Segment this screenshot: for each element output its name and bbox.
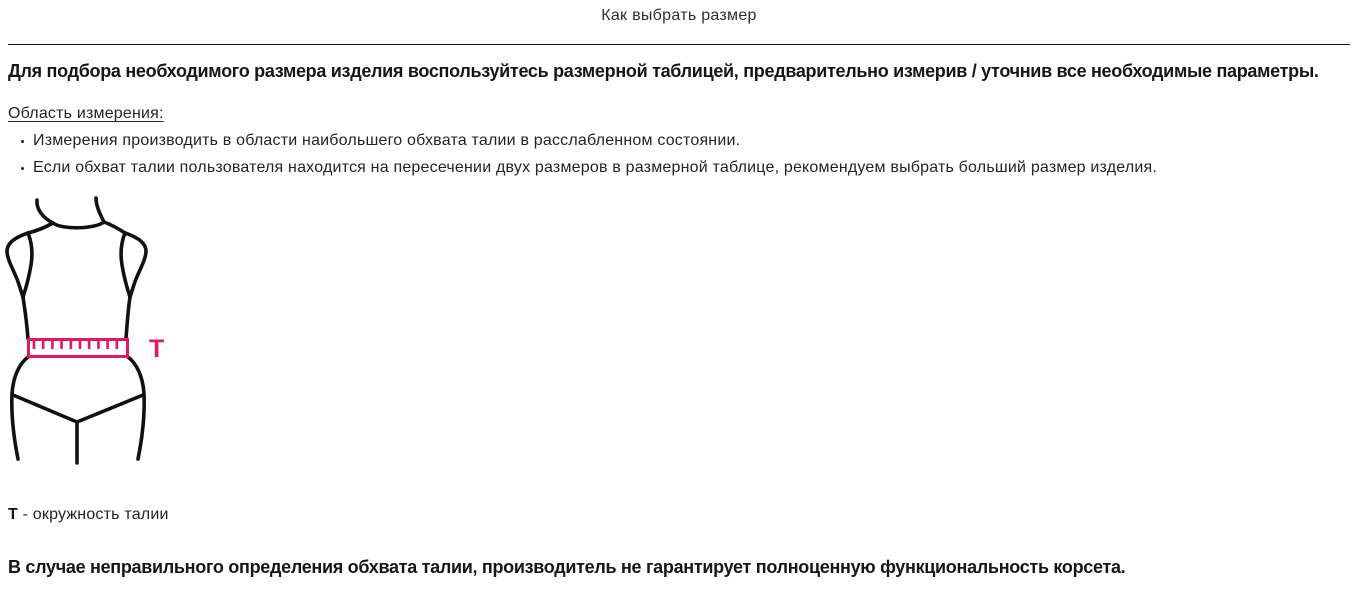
measuring-tape xyxy=(29,340,128,357)
torso-waist-measurement-diagram xyxy=(0,192,170,472)
list-item xyxy=(0,158,1358,178)
waist-measure-label: Т xyxy=(149,335,165,363)
arm-left-inner-line xyxy=(23,233,32,297)
shoulder-right-line xyxy=(104,222,125,233)
warning-paragraph: В случае неправильного определения обхвата талии, производитель не гарантирует полноценную функциональность корсета. xyxy=(8,557,1126,577)
shoulder-left-line xyxy=(28,223,53,233)
list-item-text: Если обхват талии пользователя находится на пересечении двух размеров в размерной таблице, рекомендуем выбрать больший размер изделия. xyxy=(33,159,1158,176)
neck-right-line xyxy=(96,198,104,222)
intro-paragraph: Для подбора необходимого размера изделия воспользуйтесь размерной таблицей, предварительно измерив / уточнив все необходимые параметры. xyxy=(8,61,1319,81)
waist-measurement-figure xyxy=(0,192,170,472)
list-item xyxy=(0,131,1358,151)
arm-right-inner-line xyxy=(121,233,130,297)
legend-text: - окружность талии xyxy=(17,506,169,523)
page-title: Как выбрать размер xyxy=(601,7,757,24)
bullet-icon xyxy=(21,167,24,170)
legend-caption xyxy=(0,505,1358,525)
neck-left-line xyxy=(37,200,53,223)
measurement-instructions-list xyxy=(0,131,1358,178)
measurement-area-heading: Область измерения: xyxy=(8,105,164,122)
legend-symbol: Т xyxy=(8,506,18,523)
bullet-icon xyxy=(21,140,24,143)
torso-right-line xyxy=(126,297,130,339)
collar-line xyxy=(53,222,104,228)
list-item-text: Измерения производить в области наибольшего обхвата талии в расслабленном состоянии. xyxy=(33,132,741,149)
hip-left-leg-line xyxy=(12,357,28,459)
divider xyxy=(8,44,1350,45)
torso-left-line xyxy=(23,297,28,339)
torso-outline xyxy=(7,198,146,463)
hip-right-leg-line xyxy=(128,357,144,459)
briefs-line xyxy=(13,395,143,422)
